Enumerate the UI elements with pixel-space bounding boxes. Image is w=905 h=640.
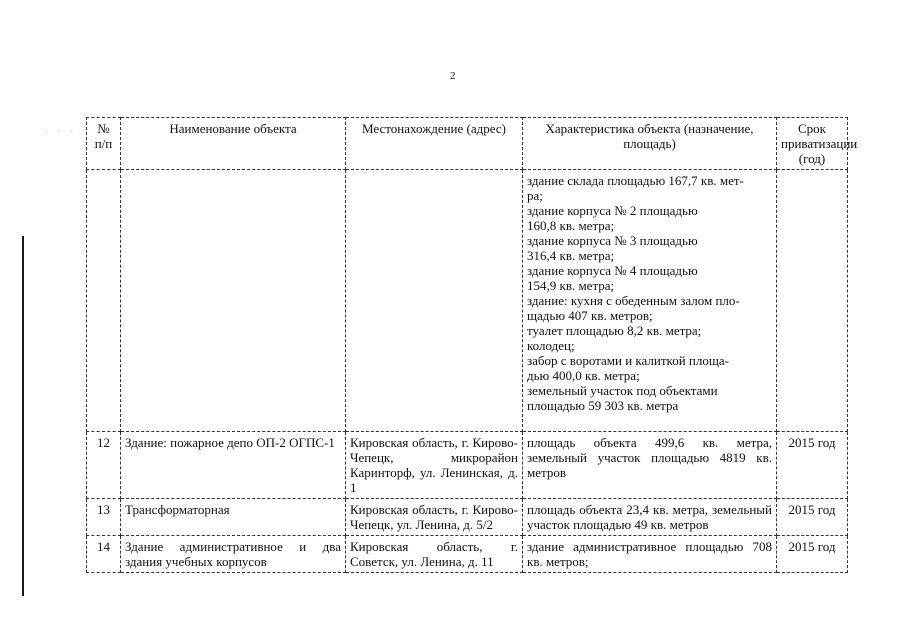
table-row-continued: [87, 170, 848, 432]
char-line: площадью 59 303 кв. метра: [527, 398, 679, 413]
scan-artifact: · · ·: [45, 127, 77, 136]
header-term: Срок приватизации (год): [777, 118, 848, 170]
char-line: туалет площадью 8,2 кв. метра;: [527, 323, 702, 338]
cell-num: [87, 170, 121, 432]
cell-address: Кировская область, г. Советск, ул. Ленина, д. 11: [346, 536, 523, 573]
property-table: [86, 117, 858, 573]
binding-margin-line: [22, 236, 24, 596]
char-line: здание: кухня с обеденным залом пло-: [527, 293, 740, 308]
cell-characteristics: площадь объекта 499,6 кв. метра, земельный участок площадью 4819 кв. метров: [523, 432, 777, 499]
header-num: № п/п: [87, 118, 121, 170]
cell-num: 13: [87, 499, 121, 536]
cell-address: [346, 170, 523, 432]
char-line: забор с воротами и калиткой площа-: [527, 353, 729, 368]
char-line: дью 400,0 кв. метра;: [527, 368, 640, 383]
cell-num: 12: [87, 432, 121, 499]
cell-term: 2015 год: [777, 536, 848, 573]
cell-num: 14: [87, 536, 121, 573]
char-line: земельный участок под объектами: [527, 383, 718, 398]
char-line: здание корпуса № 3 площадью: [527, 233, 698, 248]
char-line: щадью 407 кв. метров;: [527, 308, 653, 323]
page-number: 2: [450, 70, 456, 82]
cell-name: [121, 170, 346, 432]
char-line: 160,8 кв. метра;: [527, 218, 615, 233]
char-line: ра;: [527, 188, 543, 203]
cell-characteristics: здание административное площадью 708 кв. метров;: [523, 536, 777, 573]
char-line: здание склада площадью 167,7 кв. мет-: [527, 173, 744, 188]
table-row: [87, 432, 848, 499]
cell-address: Кировская область, г. Кирово-Чепецк, микрорайон Каринторф, ул. Ленинская, д. 1: [346, 432, 523, 499]
header-name: Наименование объекта: [121, 118, 346, 170]
cell-address: Кировская область, г. Кирово-Чепецк, ул. Ленина, д. 5/2: [346, 499, 523, 536]
cell-name: Трансформаторная: [121, 499, 346, 536]
cell-term: 2015 год: [777, 499, 848, 536]
char-line: 316,4 кв. метра;: [527, 248, 615, 263]
header-address: Местонахождение (адрес): [346, 118, 523, 170]
header-characteristics: Характеристика объекта (назначение, площадь): [523, 118, 777, 170]
char-line: здание корпуса № 4 площадью: [527, 263, 698, 278]
table-row: [87, 499, 848, 536]
table-header-row: [87, 118, 848, 170]
char-line: колодец;: [527, 338, 575, 353]
char-line: здание корпуса № 2 площадью: [527, 203, 698, 218]
cell-characteristics: [523, 170, 777, 432]
char-line: 154,9 кв. метра;: [527, 278, 615, 293]
cell-term: [777, 170, 848, 432]
cell-name: Здание административное и два здания учебных корпусов: [121, 536, 346, 573]
cell-characteristics: площадь объекта 23,4 кв. метра, земельный участок площадью 49 кв. метров: [523, 499, 777, 536]
cell-name: Здание: пожарное депо ОП-2 ОГПС-1: [121, 432, 346, 499]
cell-term: 2015 год: [777, 432, 848, 499]
table-row: [87, 536, 848, 573]
